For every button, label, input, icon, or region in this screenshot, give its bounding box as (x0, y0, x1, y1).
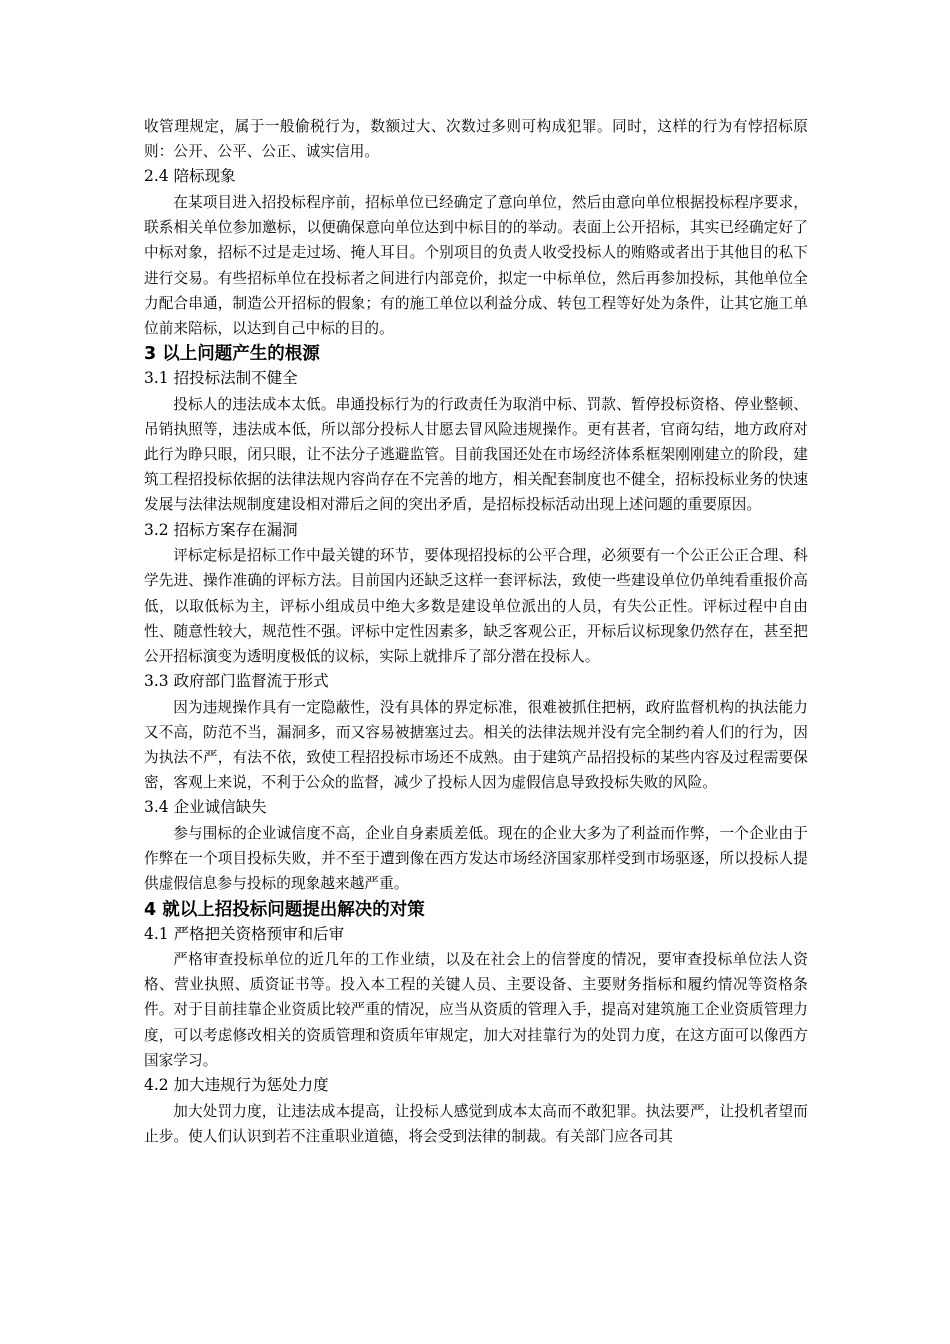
heading-3-4: 3.4 企业诚信缺失 (144, 798, 267, 817)
heading-4-2: 4.2 加大违规行为惩处力度 (144, 1076, 329, 1095)
heading-3-2: 3.2 招标方案存在漏洞 (144, 520, 298, 539)
heading-4-1: 4.1 严格把关资格预审和后审 (144, 924, 345, 943)
paragraph-3-2: 评标定标是招标工作中最关键的环节，要体现招投标的公平合理，必须要有一个公正公正合理、科学先进、操作准确的评标方法。目前国内还缺乏这样一套评标法，致使一些建设单位仍单纯看重报价高低，以取低标为主，评标小组成员中绝大多数是建设单位派出的人员，有失公正性。评标过程中自由性、随意性较大，规范性不强。评标中定性因素多，缺乏客观公正，开标后议标现象仍然存在，甚至把公开招标演变为透明度极低的议标，实际上就排斥了部分潜在投标人。 (144, 547, 808, 665)
paragraph-3-4: 参与围标的企业诚信度不高，企业自身素质差低。现在的企业大多为了利益而作弊，一个企业由于作弊在一个项目投标失败，并不至于遭到像在西方发达市场经济国家那样受到市场驱逐，所以投标人提供虚假信息参与投标的现象越来越严重。 (144, 824, 808, 893)
paragraph-3-1: 投标人的违法成本太低。串通投标行为的行政责任为取消中标、罚款、暂停投标资格、停业整顿、吊销执照等，违法成本低，所以部分投标人甘愿去冒风险违规操作。更有甚者，官商勾结，地方政府对此行为睁只眼，闭只眼，让不法分子逃避监管。目前我国还处在市场经济体系框架刚刚建立的阶段，建筑工程招投标依据的法律法规内容尚存在不完善的地方，相关配套制度也不健全，招标投标业务的快速发展与法律法规制度建设相对滞后之间的突出矛盾，是招标投标活动出现上述问题的重要原因。 (144, 395, 808, 514)
heading-section-3: 3 以上问题产生的根源 (144, 344, 320, 365)
paragraph-3-3: 因为违规操作具有一定隐蔽性，没有具体的界定标准，很难被抓住把柄，政府监督机构的执法能力又不高，防范不当，漏洞多，而又容易被搪塞过去。相关的法律法规并没有完全制约着人们的行为，因为执法不严，有法不依，致使工程招投标市场还不成熟。由于建筑产品招投标的某些内容及过程需要保密，客观上来说，不利于公众的监督，减少了投标人因为虚假信息导致投标失败的风险。 (144, 698, 808, 792)
heading-3-1: 3.1 招投标法制不健全 (144, 369, 298, 388)
paragraph-tax-evasion: 收管理规定，属于一般偷税行为，数额过大、次数过多则可构成犯罪。同时，这样的行为有悖招标原则：公开、公平、公正、诚实信用。 (144, 118, 808, 161)
heading-3-3: 3.3 政府部门监督流于形式 (144, 672, 329, 691)
heading-2-4: 2.4 陪标现象 (144, 167, 236, 186)
paragraph-4-2: 加大处罚力度，让违法成本提高，让投标人感觉到成本太高而不敢犯罪。执法要严，让投机者望而止步。使人们认识到若不注重职业道德，将会受到法律的制裁。有关部门应各司其 (144, 1102, 808, 1145)
heading-section-4: 4 就以上招投标问题提出解决的对策 (144, 899, 425, 920)
document-page (144, 114, 808, 1149)
paragraph-accompany-bid: 在某项目进入招投标程序前，招标单位已经确定了意向单位，然后由意向单位根据投标程序要求，联系相关单位参加邀标，以便确保意向单位达到中标目的的举动。表面上公开招标，其实已经确定好了中标对象，招标不过是走过场、掩人耳目。个别项目的负责人收受投标人的贿赂或者出于其他目的私下进行交易。有些招标单位在投标者之间进行内部竞价，拟定一中标单位，然后再参加投标，其他单位全力配合串通，制造公开招标的假象；有的施工单位以利益分成、转包工程等好处为条件，让其它施工单位前来陪标，以达到自己中标的目的。 (144, 193, 808, 337)
paragraph-4-1: 严格审查投标单位的近几年的工作业绩，以及在社会上的信誉度的情况，要审查投标单位法人资格、营业执照、质资证书等。投入本工程的关键人员、主要设备、主要财务指标和履约情况等资格条件。对于目前挂靠企业资质比较严重的情况，应当从资质的管理入手，提高对建筑施工企业资质管理力度，可以考虑修改相关的资质管理和资质年审规定，加大对挂靠行为的处罚力度，在这方面可以像西方国家学习。 (144, 951, 808, 1069)
